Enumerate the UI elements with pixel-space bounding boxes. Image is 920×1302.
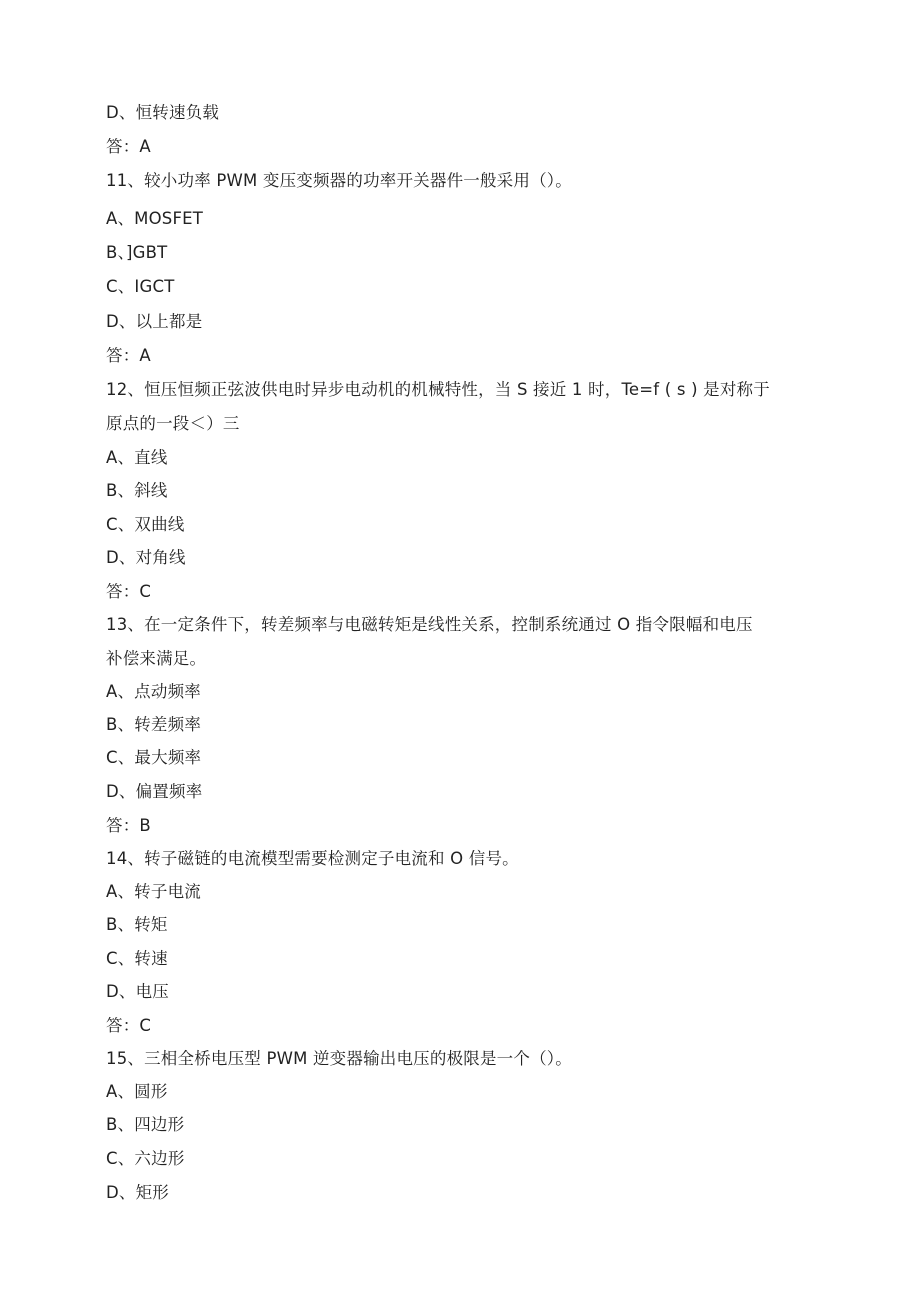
q13-option-a: A、点动频率 xyxy=(106,682,201,701)
q12-question-line1: 12、恒压恒频正弦波供电时异步电动机的机械特性，当 S 接近 1 时，Te=f ( s ) 是对称于 xyxy=(106,380,770,399)
q11-option-b: B、]GBT xyxy=(106,243,168,262)
q12-option-c: C、双曲线 xyxy=(106,515,185,534)
q10-answer: 答：A xyxy=(106,137,151,156)
q15-option-b: B、四边形 xyxy=(106,1115,185,1134)
q10-option-d: D、恒转速负载 xyxy=(106,103,220,122)
q14-option-b: B、转矩 xyxy=(106,915,168,934)
q15-question: 15、三相全桥电压型 PWM 逆变器输出电压的极限是一个（）。 xyxy=(106,1049,572,1068)
q11-option-c: C、IGCT xyxy=(106,277,175,296)
q15-option-d: D、矩形 xyxy=(106,1183,170,1202)
q11-question: 11、较小功率 PWM 变压变频器的功率开关器件一般采用（）。 xyxy=(106,171,572,190)
q13-question-line2: 补偿来满足。 xyxy=(106,649,207,668)
q12-option-d: D、对角线 xyxy=(106,548,186,567)
q12-question-line2: 原点的一段＜）三 xyxy=(106,414,240,433)
q12-option-b: B、斜线 xyxy=(106,481,168,500)
q15-option-c: C、六边形 xyxy=(106,1149,185,1168)
q14-answer: 答：C xyxy=(106,1016,152,1035)
q13-option-c: C、最大频率 xyxy=(106,748,202,767)
q12-answer: 答：C xyxy=(106,582,152,601)
q11-answer: 答：A xyxy=(106,346,151,365)
q13-option-b: B、转差频率 xyxy=(106,715,202,734)
q13-answer: 答：B xyxy=(106,816,151,835)
q14-question: 14、转子磁链的电流模型需要检测定子电流和 O 信号。 xyxy=(106,849,519,868)
q14-option-d: D、电压 xyxy=(106,982,170,1001)
q13-option-d: D、偏置频率 xyxy=(106,782,203,801)
q11-option-d: D、以上都是 xyxy=(106,312,203,331)
q14-option-c: C、转速 xyxy=(106,949,168,968)
q13-question-line1: 13、在一定条件下，转差频率与电磁转矩是线性关系，控制系统通过 O 指令限幅和电压 xyxy=(106,615,753,634)
q14-option-a: A、转子电流 xyxy=(106,882,201,901)
q11-option-a: A、MOSFET xyxy=(106,209,204,228)
q15-option-a: A、圆形 xyxy=(106,1082,168,1101)
q12-option-a: A、直线 xyxy=(106,448,168,467)
